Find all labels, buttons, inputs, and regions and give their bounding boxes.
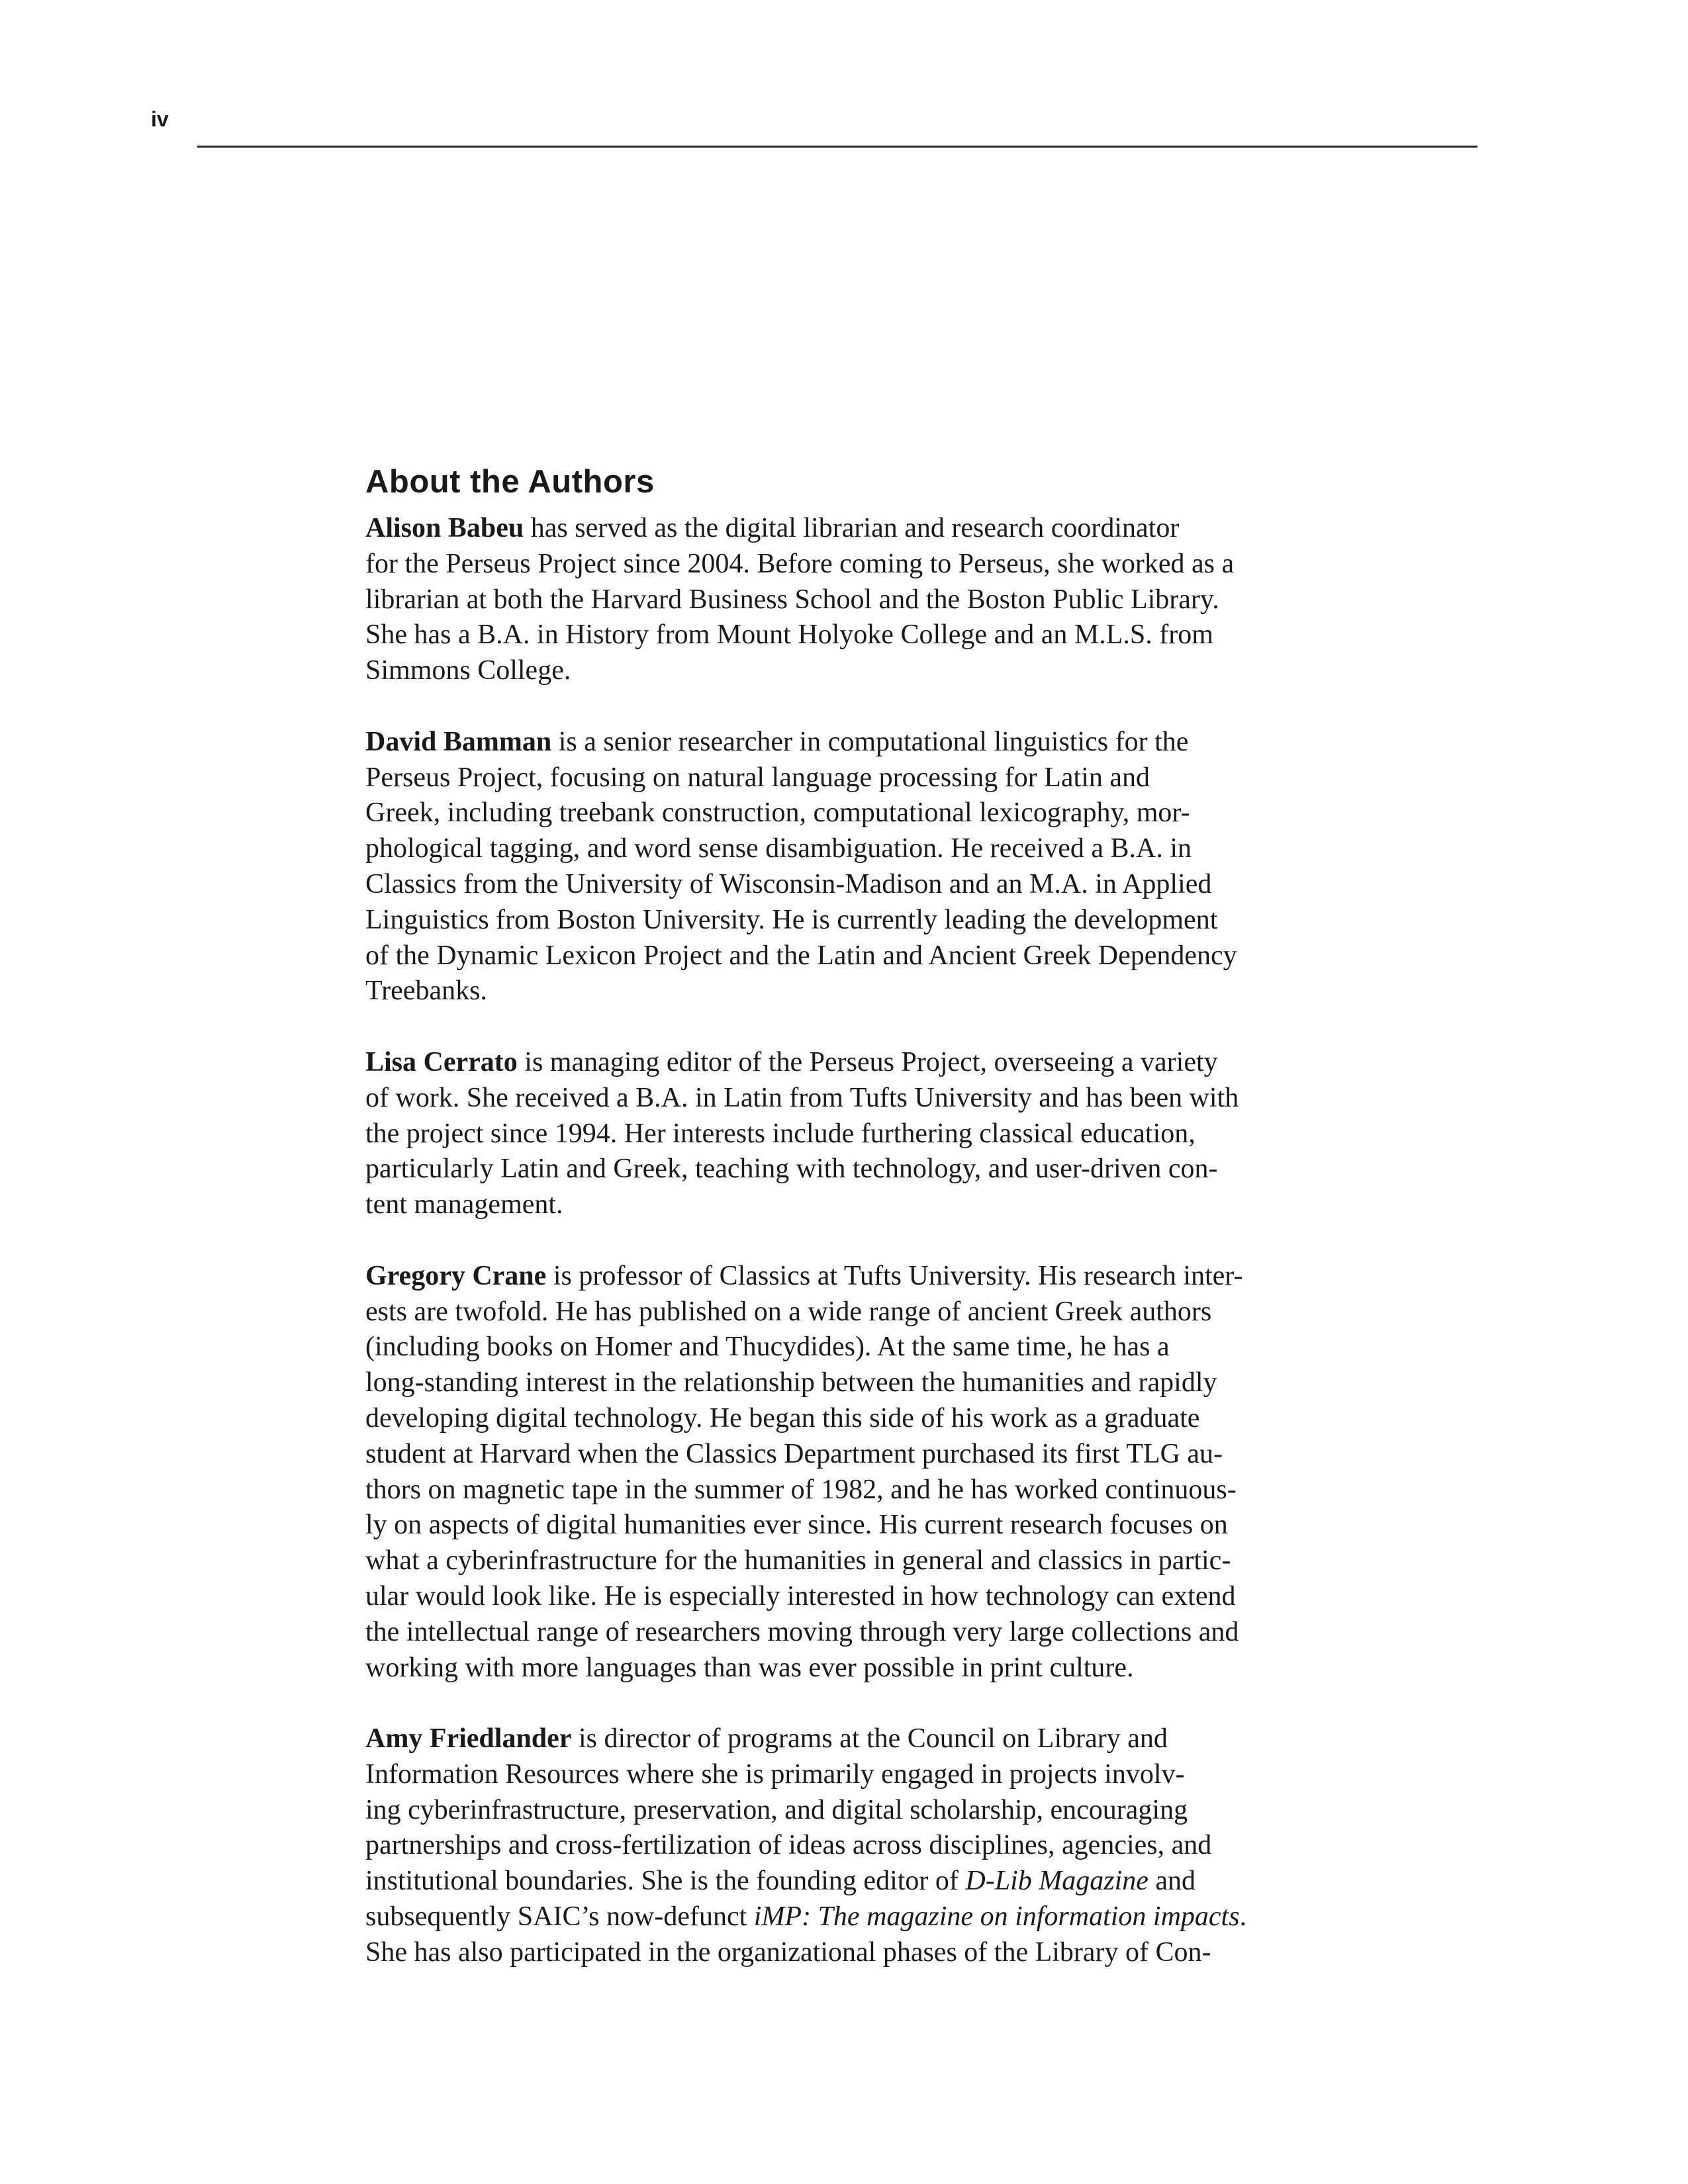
bio-line bbox=[365, 511, 1332, 547]
bio-line: ing cyberinfrastructure, preservation, and digital scholarship, encouraging bbox=[365, 1794, 1188, 1825]
bio-line: (including books on Homer and Thucydides). At the same time, he has a bbox=[365, 1332, 1170, 1363]
author-bio-crane bbox=[365, 1259, 1332, 1686]
page-number: iv bbox=[151, 107, 169, 131]
bio-line: partnerships and cross-fertilization of ideas across disciplines, agencies, and bbox=[365, 1830, 1212, 1861]
bio-line: Treebanks. bbox=[365, 976, 487, 1007]
bio-text: subsequently SAIC’s now-defunct bbox=[365, 1901, 754, 1933]
bio-text: is managing editor of the Perseus Project, overseeing a variety bbox=[517, 1046, 1218, 1077]
bio-line bbox=[365, 1721, 1332, 1757]
bio-line: the intellectual range of researchers moving through very large collections and bbox=[365, 1616, 1239, 1647]
bio-line: the project since 1994. Her interests include furthering classical education, bbox=[365, 1118, 1196, 1149]
bio-text: institutional boundaries. She is the founding editor of bbox=[365, 1866, 966, 1897]
author-name: Amy Friedlander bbox=[365, 1723, 572, 1754]
bio-line: particularly Latin and Greek, teaching with technology, and user-driven con- bbox=[365, 1154, 1218, 1185]
bio-line: Perseus Project, focusing on natural language processing for Latin and bbox=[365, 762, 1150, 793]
author-bio-bamman bbox=[365, 725, 1332, 1009]
bio-text: has served as the digital librarian and research coordinator bbox=[524, 513, 1180, 543]
publication-title: iMP: The magazine on information impacts bbox=[753, 1901, 1240, 1933]
author-bio-friedlander bbox=[365, 1721, 1332, 1971]
bio-line: of work. She received a B.A. in Latin from Tufts University and has been with bbox=[365, 1082, 1239, 1113]
bio-line bbox=[365, 1045, 1332, 1081]
header-rule bbox=[197, 146, 1477, 148]
bio-line: Simmons College. bbox=[365, 655, 571, 686]
bio-line: phological tagging, and word sense disambiguation. He received a B.A. in bbox=[365, 833, 1192, 864]
bio-text: is director of programs at the Council on Library and bbox=[571, 1723, 1168, 1754]
bio-line bbox=[365, 1864, 1332, 1899]
author-name: Gregory Crane bbox=[365, 1260, 547, 1291]
bio-line bbox=[365, 1259, 1332, 1295]
author-name: Alison Babeu bbox=[365, 513, 524, 543]
bio-line: for the Perseus Project since 2004. Before coming to Perseus, she worked as a bbox=[365, 548, 1235, 579]
bio-line: developing digital technology. He began this side of his work as a graduate bbox=[365, 1402, 1200, 1433]
section-heading: About the Authors bbox=[365, 464, 655, 500]
bio-line: student at Harvard when the Classics Department purchased its first TLG au- bbox=[365, 1438, 1223, 1469]
bio-text: and bbox=[1148, 1866, 1196, 1897]
bio-line: librarian at both the Harvard Business School and the Boston Public Library. bbox=[365, 584, 1219, 615]
bio-line: ly on aspects of digital humanities ever since. His current research focuses on bbox=[365, 1510, 1228, 1541]
bio-line: what a cyberinfrastructure for the humanities in general and classics in partic- bbox=[365, 1545, 1231, 1576]
bio-line: She has also participated in the organizational phases of the Library of Con- bbox=[365, 1936, 1211, 1968]
bio-line: ests are twofold. He has published on a wide range of ancient Greek authors bbox=[365, 1296, 1212, 1327]
author-name: Lisa Cerrato bbox=[365, 1046, 518, 1077]
publication-title: D-Lib Magazine bbox=[965, 1866, 1149, 1897]
bio-line bbox=[365, 725, 1332, 760]
author-bio-cerrato bbox=[365, 1045, 1332, 1223]
bio-text: is professor of Classics at Tufts University. His research inter- bbox=[546, 1260, 1243, 1291]
author-name: David Bamman bbox=[365, 726, 552, 757]
bio-line: Greek, including treebank construction, computational lexicography, mor- bbox=[365, 797, 1190, 829]
bio-line: long-standing interest in the relationship between the humanities and rapidly bbox=[365, 1367, 1217, 1398]
bio-line: tent management. bbox=[365, 1189, 563, 1220]
bio-line: Classics from the University of Wisconsin-Madison and an M.A. in Applied bbox=[365, 868, 1212, 899]
bio-text: . bbox=[1239, 1901, 1247, 1933]
bio-line: of the Dynamic Lexicon Project and the Latin and Ancient Greek Dependency bbox=[365, 940, 1237, 971]
bio-line: Information Resources where she is primarily engaged in projects involv- bbox=[365, 1758, 1185, 1790]
bio-line: Linguistics from Boston University. He is currently leading the development bbox=[365, 904, 1218, 935]
bio-line: She has a B.A. in History from Mount Holyoke College and an M.L.S. from bbox=[365, 619, 1213, 651]
bio-text: is a senior researcher in computational linguistics for the bbox=[551, 726, 1189, 757]
bio-line: ular would look like. He is especially interested in how technology can extend bbox=[365, 1580, 1236, 1612]
bio-line: thors on magnetic tape in the summer of 1982, and he has worked continuous- bbox=[365, 1474, 1237, 1505]
author-bio-babeu bbox=[365, 511, 1332, 689]
bio-line: working with more languages than was ever possible in print culture. bbox=[365, 1652, 1134, 1683]
about-authors-section bbox=[365, 458, 1332, 2006]
bio-line bbox=[365, 1899, 1332, 1935]
